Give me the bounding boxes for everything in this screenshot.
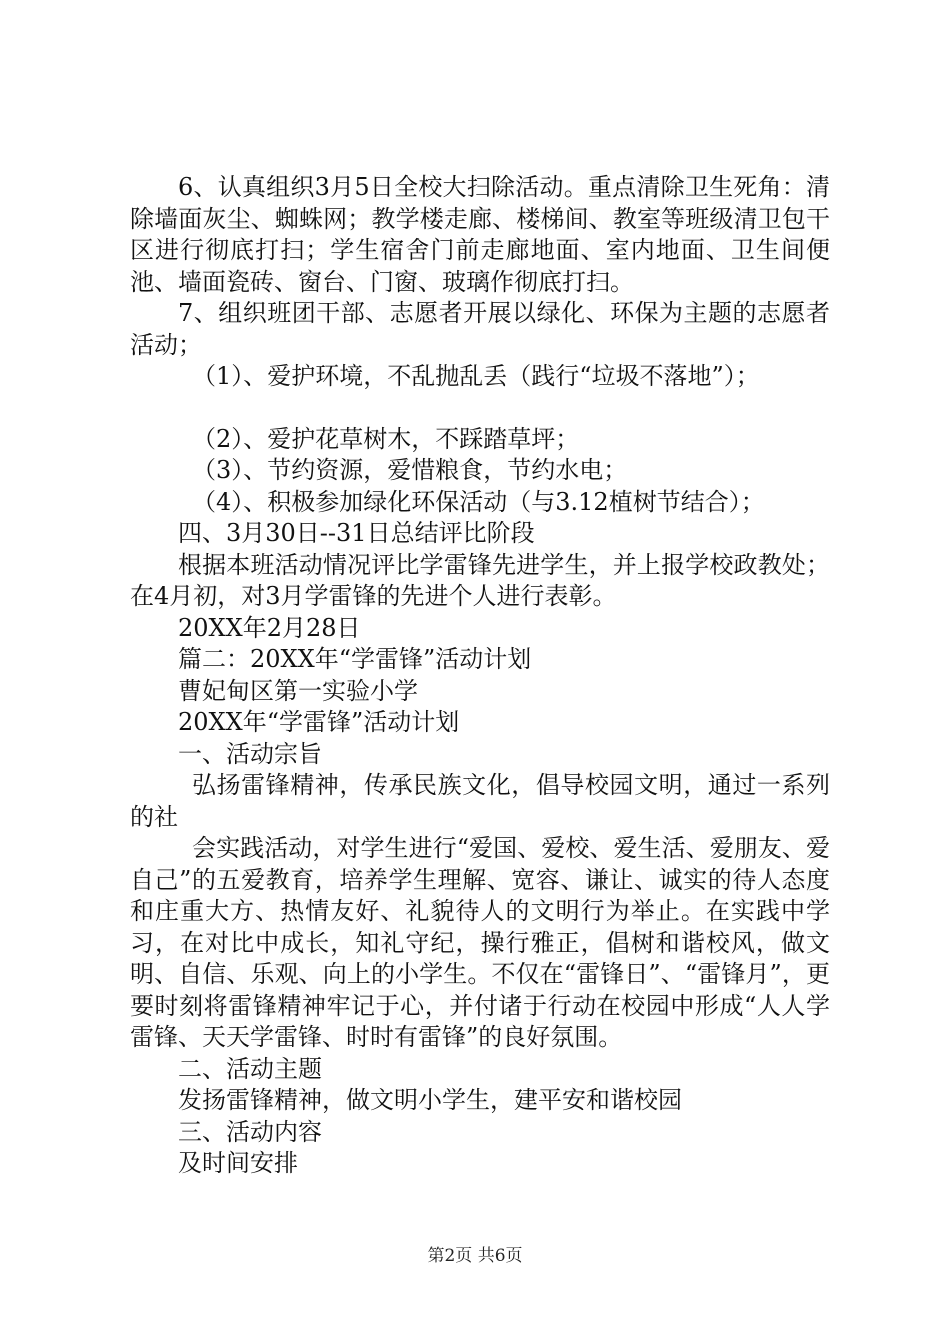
list-item-3: （3）、节约资源，爱惜粮食，节约水电；	[192, 456, 628, 484]
school-name: 曹妃甸区第一实验小学	[178, 676, 418, 705]
page-number: 第2页 共6页	[427, 1246, 523, 1266]
paragraph-purpose-1: 弘扬雷锋精神，传承民族文化，倡导校园文明，通过一系列的社	[130, 771, 830, 831]
paragraph-theme: 发扬雷锋精神，做文明小学生，建平安和谐校园	[178, 1086, 682, 1114]
paragraph-evaluation: 根据本班活动情况评比学雷锋先进学生，并上报学校政教处；在4月初，对3月学雷锋的先进个人进行表彰。	[130, 550, 830, 610]
paragraph-purpose-2: 会实践活动，对学生进行“爱国、爱校、爱生活、爱朋友、爱自己”的五爱教育，培养学生理解、宽容、谦让、诚实的待人态度和庄重大方、热情友好、礼貌待人的文明行为举止。在实践中学习，在对比中成长，知礼守纪，操行雅正，倡树和谐校风，做文明、自信、乐观、向上的小学生。不仅在“雷锋日”、“雷锋月”，更要时刻将雷锋精神牢记于心，并付诸于行动在校园中形成“人人学雷锋、天天学雷锋、时时有雷锋”的良好氛围。	[130, 834, 830, 1051]
date-line: 20XX年2月28日	[178, 613, 361, 642]
paragraph-item-7: 7、组织班团干部、志愿者开展以绿化、环保为主题的志愿者活动；	[130, 299, 830, 359]
section-heading-4: 四、3月30日--31日总结评比阶段	[178, 519, 535, 547]
list-item-1: （1）、爱护环境，不乱抛乱丢（践行“垃圾不落地”）；	[192, 362, 760, 390]
list-item-2: （2）、爱护花草树木，不踩踏草坪；	[192, 424, 580, 453]
plan-title: 20XX年“学雷锋”活动计划	[178, 708, 460, 736]
chapter-title: 篇二：20XX年“学雷锋”活动计划	[178, 645, 532, 673]
document-body	[130, 172, 830, 1180]
paragraph-schedule: 及时间安排	[178, 1149, 298, 1177]
paragraph-item-6: 6、认真组织3月5日全校大扫除活动。重点清除卫生死角：清除墙面灰尘、蜘蛛网；教学楼走廊、楼梯间、教室等班级清卫包干区进行彻底打扫；学生宿舍门前走廊地面、室内地面、卫生间便池、墙面瓷砖、窗台、门窗、玻璃作彻底打扫。	[130, 173, 830, 296]
section-heading-1: 一、活动宗旨	[178, 739, 322, 768]
list-item-4: （4）、积极参加绿化环保活动（与3.12植树节结合）；	[192, 487, 765, 516]
section-heading-3: 三、活动内容	[178, 1117, 322, 1146]
section-heading-2: 二、活动主题	[178, 1054, 322, 1083]
